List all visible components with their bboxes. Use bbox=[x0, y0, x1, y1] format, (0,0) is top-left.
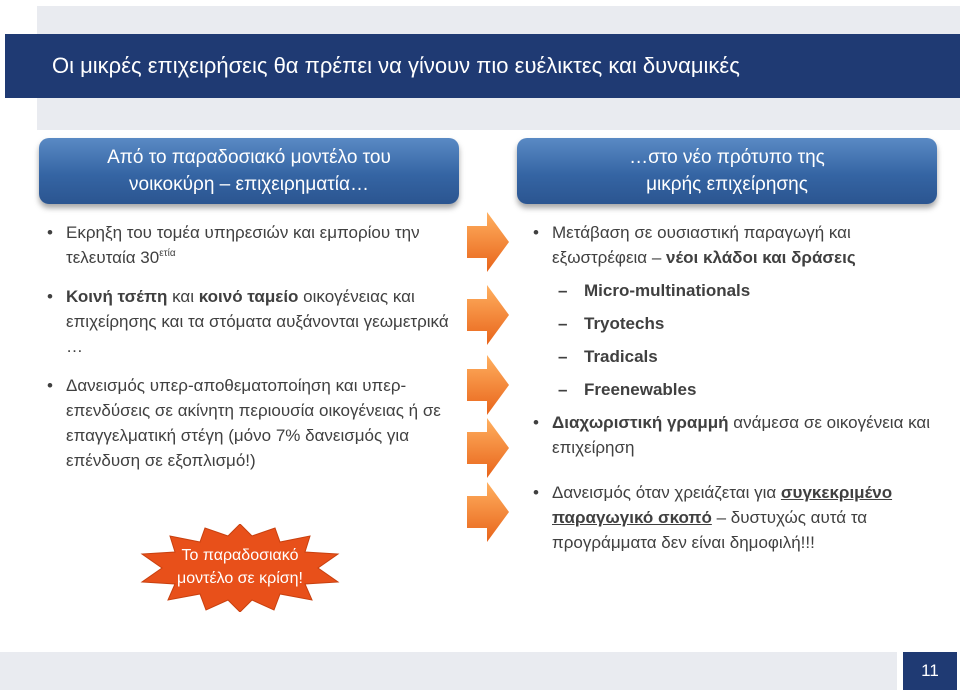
dash-icon: – bbox=[558, 380, 568, 399]
right-arrow-icon bbox=[467, 482, 509, 542]
left-header-box bbox=[39, 138, 459, 204]
right-header-box bbox=[517, 138, 937, 204]
crisis-line2: μοντέλο σε κρίση! bbox=[177, 570, 303, 587]
sub-item-label: Micro-multinationals bbox=[584, 281, 751, 300]
slide-title: Οι μικρές επιχειρήσεις θα πρέπει να γίνουν πιο ευέλικτες και δυναμικές bbox=[52, 53, 740, 78]
right-bullet-3 bbox=[528, 480, 933, 555]
bullet-dot-icon: • bbox=[47, 376, 53, 395]
right-header-line1: …στο νέο πρότυπο της bbox=[629, 147, 825, 168]
sub-item bbox=[528, 377, 933, 402]
sub-decor-bar bbox=[37, 98, 960, 130]
right-bullet-2-bold: Διαχωριστική γραμμή bbox=[552, 413, 729, 432]
dash-icon: – bbox=[558, 281, 568, 300]
bullet-dot-icon: • bbox=[533, 483, 539, 502]
bullet-dot-icon: • bbox=[47, 223, 53, 242]
sub-item bbox=[528, 278, 933, 303]
left-bullet-1 bbox=[42, 220, 462, 270]
left-bullet-1-sup: ετία bbox=[159, 248, 176, 259]
crisis-badge bbox=[140, 524, 340, 612]
bullet-dot-icon: • bbox=[533, 413, 539, 432]
right-bullet-1-text: Μετάβαση σε ουσιαστική παραγωγή και εξωστρέφεια – bbox=[552, 223, 851, 267]
right-arrow-icon bbox=[467, 212, 509, 272]
left-bullet-2-bold2: κοινό ταμείο bbox=[198, 287, 299, 306]
left-bullet-3 bbox=[42, 373, 462, 473]
crisis-text bbox=[140, 544, 340, 590]
page-number: 11 bbox=[903, 652, 957, 690]
sub-item bbox=[528, 311, 933, 336]
left-header-line2: νοικοκύρη – επιχειρηματία… bbox=[129, 174, 369, 195]
right-arrow-icon bbox=[467, 355, 509, 415]
right-bullet-2-rest: ανάμεσα σε οικογένεια και επιχείρηση bbox=[552, 413, 931, 457]
sub-item-label: Tradicals bbox=[584, 347, 658, 366]
right-arrow-icon bbox=[467, 285, 509, 345]
right-bullet-1 bbox=[528, 220, 933, 270]
left-bullet-2-rest: οικογένειας και επιχείρησης και τα στόματα αυξάνονται γεωμετρικά … bbox=[66, 287, 449, 356]
left-header-line1: Από το παραδοσιακό μοντέλο του bbox=[107, 147, 391, 168]
sub-item-label: Freenewables bbox=[584, 380, 697, 399]
left-bullet-3-text: Δανεισμός υπερ-αποθεματοποίηση και υπερ-επενδύσεις σε ακίνητη περιουσία οικογένειας ή σε επαγγελματική στέγη (μόνο 7% δανεισμός για επένδυση σε εξοπλισμό!) bbox=[66, 376, 441, 470]
left-bullet-2 bbox=[42, 284, 462, 359]
left-column bbox=[42, 220, 462, 473]
sub-item-label: Tryotechs bbox=[584, 314, 665, 333]
right-header-line2: μικρής επιχείρησης bbox=[646, 174, 808, 195]
left-bullet-2-bold1: Κοινή τσέπη bbox=[66, 287, 168, 306]
right-bullet-3-rest: – δυστυχώς αυτά τα προγράμματα δεν είναι δημοφιλή!!! bbox=[552, 508, 868, 552]
title-band bbox=[5, 34, 960, 98]
right-bullet-1-bold: νέοι κλάδοι και δράσεις bbox=[666, 248, 856, 267]
right-arrow-icon bbox=[467, 418, 509, 478]
right-bullet-2 bbox=[528, 410, 933, 460]
dash-icon: – bbox=[558, 314, 568, 333]
footer-bar bbox=[0, 652, 897, 690]
bullet-dot-icon: • bbox=[533, 223, 539, 242]
left-bullet-2-mid: και bbox=[167, 287, 199, 306]
dash-icon: – bbox=[558, 347, 568, 366]
right-column bbox=[528, 220, 933, 555]
top-decor-bar bbox=[37, 6, 960, 34]
right-bullet-3-text: Δανεισμός όταν χρειάζεται για bbox=[552, 483, 781, 502]
crisis-line1: Το παραδοσιακό bbox=[181, 547, 299, 564]
sub-item bbox=[528, 344, 933, 369]
bullet-dot-icon: • bbox=[47, 287, 53, 306]
left-bullet-1-text: Εκρηξη του τομέα υπηρεσιών και εμπορίου την τελευταία 30 bbox=[66, 223, 420, 267]
right-bullet-3-bold: συγκεκριμένο παραγωγικό σκοπό bbox=[552, 483, 893, 527]
